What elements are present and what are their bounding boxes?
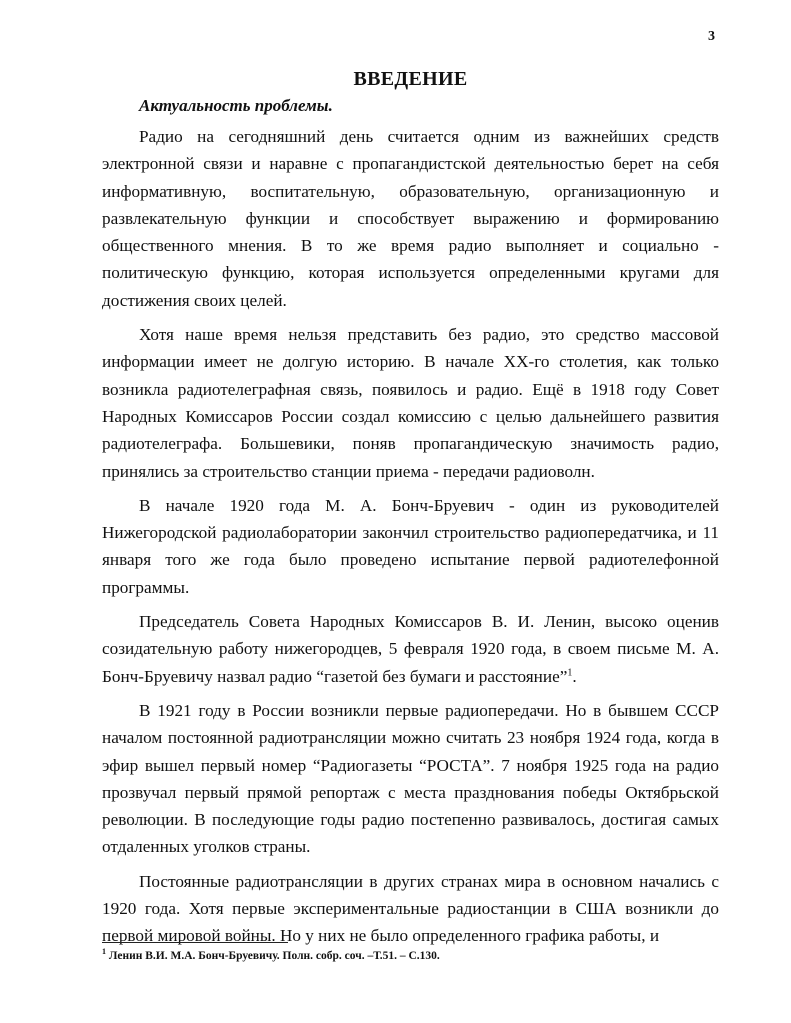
footnote bbox=[102, 947, 440, 962]
footnote-reference: 1 bbox=[567, 666, 573, 678]
page-title: ВВЕДЕНИЕ bbox=[353, 68, 468, 90]
paragraph-6: Постоянные радиотрансляции в других странах мира в основном начались с 1920 года. Хотя первые экспериментальные радиостанции в США возникли до первой мировой войны. Но у них не было определенного графика работы, и bbox=[102, 871, 719, 946]
paragraph-1: Радио на сегодняшний день считается одним из важнейших средств электронной связи и наравне с пропагандистской деятельностью берет на себя информативную, воспитательную, образовательную, организационную и развлекательную функции и способствует выражению и формированию общественного мнения. В то же время радио выполняет и социально - политическую функцию, которая используется определенными кругами для достижения своих целей. bbox=[102, 127, 719, 310]
footnote-divider bbox=[102, 942, 288, 943]
paragraph-3: В начале 1920 года М. А. Бонч-Бруевич - один из руководителей Нижегородской радиолаборатории закончил строительство радиопередатчика, и 11 января того же года было проведено испытание первой радиотелефонной программы. bbox=[102, 495, 719, 597]
section-subheading: Актуальность проблемы. bbox=[139, 96, 333, 115]
paragraph-4: Председатель Совета Народных Комиссаров В. И. Ленин, высоко оценив созидательную работу нижегородцев, 5 февраля 1920 года, в своем письме М. А. Бонч-Бруевичу назвал радио “газетой без бумаги и расстояние”$^1$. bbox=[102, 612, 719, 686]
footnote-mark: 1 bbox=[102, 947, 106, 957]
page-number: 3 bbox=[708, 29, 715, 44]
document-body bbox=[102, 68, 719, 957]
paragraph-5: В 1921 году в России возникли первые радиопередачи. Но в бывшем СССР началом постоянной радиотрансляции можно считать 23 ноября 1924 года, когда в эфир вышел первый номер “Радиогазеты “РОСТА”. 7 ноября 1925 года на радио прозвучал первый прямой репортаж с места празднования победы Октябрьской революции. В последующие годы радио постепенно развивалось, достигая самых отдаленных уголков страны. bbox=[102, 700, 719, 857]
paragraph-4-text: Председатель Совета Народных Комиссаров В. И. Ленин, высоко оценив созидательную работу нижегородцев, 5 февраля 1920 года, в своем письме М. А. Бонч-Бруевичу назвал радио “газетой без бумаги и расстояние” bbox=[102, 612, 719, 686]
footnote-text: Ленин В.И. М.А. Бонч-Бруевичу. Полн. собр. соч. –Т.51. – С.130. bbox=[108, 950, 440, 962]
paragraph-2: Хотя наше время нельзя представить без радио, это средство массовой информации имеет не долгую историю. В начале ХХ-го столетия, как только возникла радиотелеграфная связь, появилось и радио. Ещё в 1918 году Совет Народных Комиссаров России создал комиссию с целью дальнейшего развития радиотелеграфа. Большевики, поняв пропагандическую значимость радио, принялись за строительство станции приема - передачи радиоволн. bbox=[102, 325, 719, 481]
